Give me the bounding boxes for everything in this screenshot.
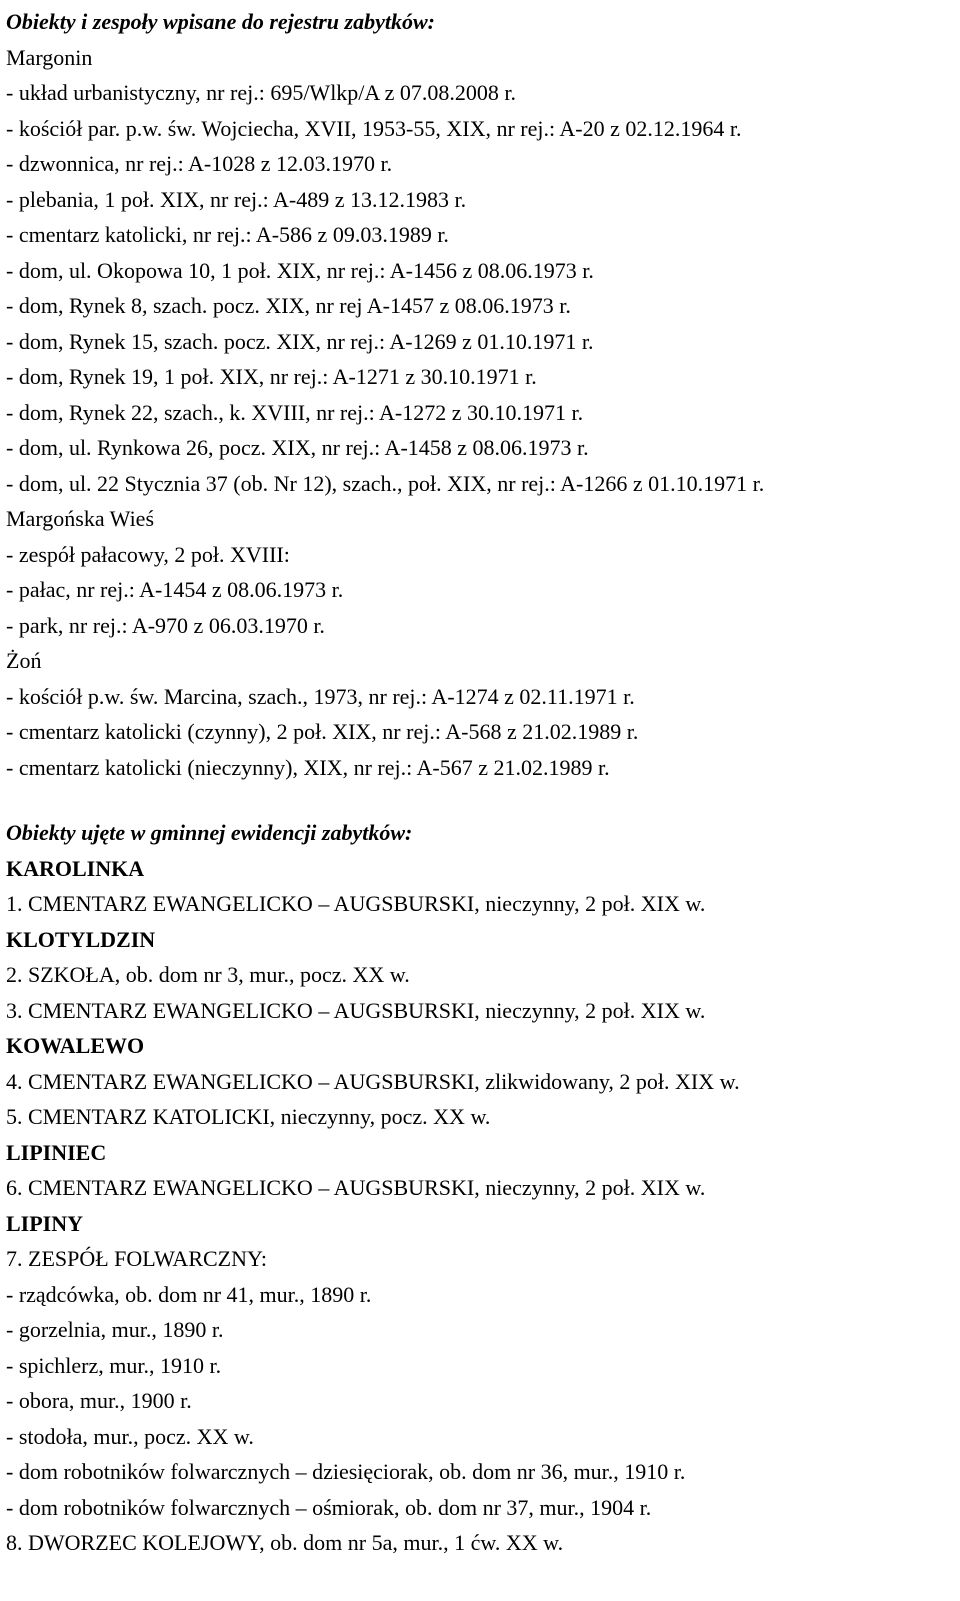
place-margonska-wies: Margońska Wieś [6,506,155,531]
list-item: - pałac, nr rej.: A-1454 z 08.06.1973 r. [6,577,344,602]
list-item: - dom, ul. Rynkowa 26, pocz. XIX, nr rej.: A-1458 z 08.06.1973 r. [6,435,589,460]
list-item: - układ urbanistyczny, nr rej.: 695/Wlkp/A z 07.08.2008 r. [6,80,516,105]
list-item: 1. CMENTARZ EWANGELICKO – AUGSBURSKI, nieczynny, 2 poł. XIX w. [6,891,706,916]
list-item: - kościół p.w. św. Marcina, szach., 1973, nr rej.: A-1274 z 02.11.1971 r. [6,683,635,709]
list-item: - kościół par. p.w. św. Wojciecha, XVII, 1953-55, XIX, nr rej.: A-20 z 02.12.1964 r. [6,115,742,141]
list-item: - cmentarz katolicki, nr rej.: A-586 z 09.03.1989 r. [6,222,449,247]
list-item: - park, nr rej.: A-970 z 06.03.1970 r. [6,612,325,638]
list-item: - rządcówka, ob. dom nr 41, mur., 1890 r. [6,1281,372,1307]
list-item: - zespół pałacowy, 2 poł. XVIII: [6,541,290,567]
list-item: 5. CMENTARZ KATOLICKI, nieczynny, pocz. XX w. [6,1104,491,1129]
place-karolinka: KAROLINKA [6,855,145,881]
list-item: 2. SZKOŁA, ob. dom nr 3, mur., pocz. XX w. [6,962,410,987]
list-item: 8. DWORZEC KOLEJOWY, ob. dom nr 5a, mur., 1 ćw. XX w. [6,1530,564,1555]
section-heading-municipal: Obiekty ujęte w gminnej ewidencji zabytków: [6,820,413,845]
list-item: - spichlerz, mur., 1910 r. [6,1352,222,1378]
list-item: - dom, ul. Okopowa 10, 1 poł. XIX, nr rej.: A-1456 z 08.06.1973 r. [6,257,594,283]
place-zon: Żoń [6,648,42,673]
list-item: - dom robotników folwarcznych – ośmiorak, ob. dom nr 37, mur., 1904 r. [6,1494,652,1520]
list-item: 6. CMENTARZ EWANGELICKO – AUGSBURSKI, nieczynny, 2 poł. XIX w. [6,1175,706,1200]
list-item: - cmentarz katolicki (czynny), 2 poł. XIX, nr rej.: A-568 z 21.02.1989 r. [6,719,639,744]
section-heading-register: Obiekty i zespoły wpisane do rejestru zabytków: [6,9,435,34]
list-item: - dom, Rynek 22, szach., k. XVIII, nr rej.: A-1272 z 30.10.1971 r. [6,399,584,425]
place-kowalewo: KOWALEWO [6,1033,145,1058]
place-lipiniec: LIPINIEC [6,1139,107,1165]
list-item: 4. CMENTARZ EWANGELICKO – AUGSBURSKI, zlikwidowany, 2 poł. XIX w. [6,1068,740,1094]
list-item: 7. ZESPÓŁ FOLWARCZNY: [6,1246,267,1271]
list-item: - dom robotników folwarcznych – dziesięciorak, ob. dom nr 36, mur., 1910 r. [6,1459,686,1484]
section-gap [6,785,960,815]
list-item: - plebania, 1 poł. XIX, nr rej.: A-489 z 13.12.1983 r. [6,186,467,212]
list-item: 3. CMENTARZ EWANGELICKO – AUGSBURSKI, nieczynny, 2 poł. XIX w. [6,997,706,1023]
place-klotyldzin: KLOTYLDZIN [6,926,156,952]
place-margonin: Margonin [6,44,93,70]
list-item: - cmentarz katolicki (nieczynny), XIX, nr rej.: A-567 z 21.02.1989 r. [6,754,610,780]
place-lipiny: LIPINY [6,1210,84,1236]
list-item: - dom, Rynek 19, 1 poł. XIX, nr rej.: A-1271 z 30.10.1971 r. [6,364,537,389]
list-item: - dzwonnica, nr rej.: A-1028 z 12.03.1970 r. [6,151,393,176]
list-item: - dom, Rynek 15, szach. pocz. XIX, nr rej.: A-1269 z 01.10.1971 r. [6,328,594,354]
list-item: - obora, mur., 1900 r. [6,1388,192,1413]
list-item: - gorzelnia, mur., 1890 r. [6,1317,224,1342]
list-item: - stodoła, mur., pocz. XX w. [6,1423,254,1449]
list-item: - dom, Rynek 8, szach. pocz. XIX, nr rej A-1457 z 08.06.1973 r. [6,293,571,318]
list-item: - dom, ul. 22 Stycznia 37 (ob. Nr 12), szach., poł. XIX, nr rej.: A-1266 z 01.10.1971 r. [6,470,765,496]
